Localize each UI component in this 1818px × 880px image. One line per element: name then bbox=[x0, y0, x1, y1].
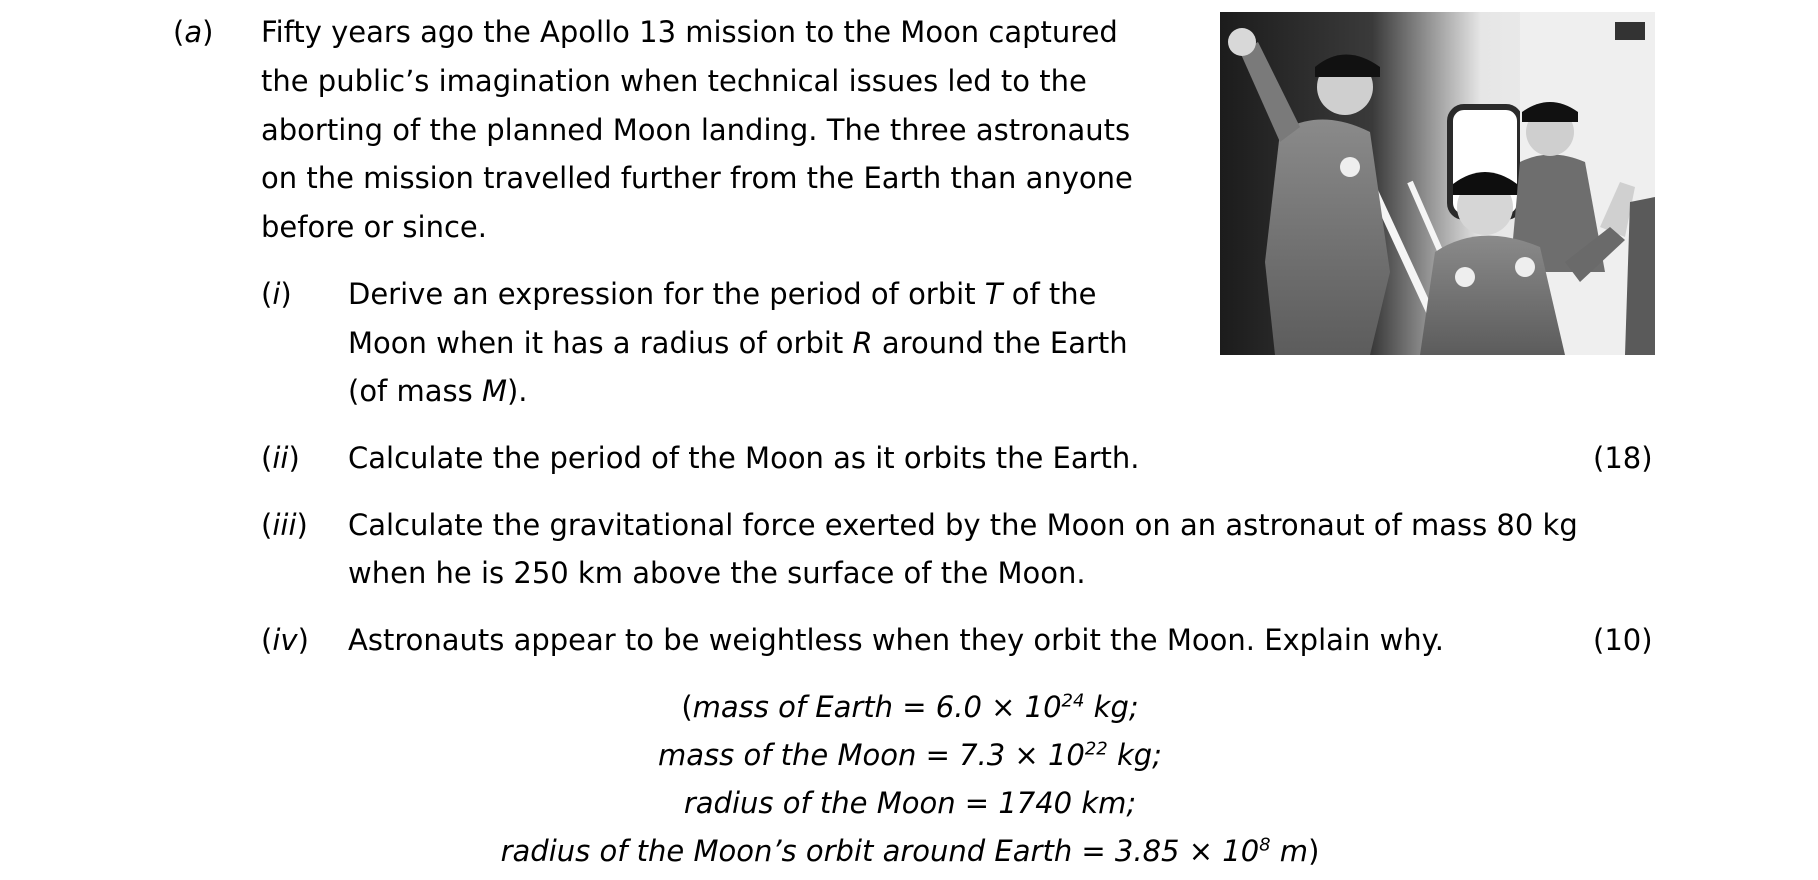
part-i-text: around the Earth bbox=[872, 326, 1128, 360]
label-open-paren: ( bbox=[173, 15, 185, 49]
label-letter: a bbox=[184, 15, 203, 49]
part-i-text: (of mass bbox=[348, 374, 482, 408]
part-i-line-2 bbox=[348, 323, 1128, 363]
part-iv-line: Astronauts appear to be weightless when they orbit the Moon. Explain why. bbox=[348, 623, 1444, 657]
orbit-radius-unit: m bbox=[1270, 834, 1309, 868]
part-i-text: Derive an expression for the period of orbit bbox=[348, 277, 985, 311]
astronauts-photo bbox=[1220, 12, 1655, 355]
symbol-T: T bbox=[984, 277, 1003, 311]
intro-line: Fifty years ago the Apollo 13 mission to the Moon captured bbox=[261, 15, 1118, 49]
part-i-line-3 bbox=[348, 371, 528, 411]
part-iii-label: (iii) bbox=[261, 508, 308, 542]
part-i-line-1 bbox=[348, 274, 1097, 314]
earth-mass-unit: kg; bbox=[1084, 690, 1139, 724]
marks-10: (10) bbox=[1593, 623, 1653, 657]
moon-radius-text: radius of the Moon = 1740 km; bbox=[683, 786, 1137, 820]
part-i-text: Moon when it has a radius of orbit bbox=[348, 326, 853, 360]
orbit-radius-line bbox=[430, 827, 1390, 875]
moon-mass-unit: kg; bbox=[1107, 738, 1162, 772]
symbol-R: R bbox=[852, 326, 873, 360]
constants-block bbox=[430, 683, 1390, 875]
part-iii-line-1: Calculate the gravitational force exerted by the Moon on an astronaut of mass 80 kg bbox=[348, 508, 1578, 542]
part-ii-label: (ii) bbox=[261, 441, 300, 475]
data-close-paren: ) bbox=[1308, 834, 1320, 868]
part-i-label: (i) bbox=[261, 277, 292, 311]
intro-line: aborting of the planned Moon landing. The three astronauts bbox=[261, 113, 1131, 147]
part-i-text: of the bbox=[1002, 277, 1097, 311]
moon-mass-text: mass of the Moon = 7.3 × 10 bbox=[658, 738, 1085, 772]
moon-mass-line bbox=[430, 731, 1390, 779]
intro-line: on the mission travelled further from the Earth than anyone bbox=[261, 161, 1133, 195]
part-ii-numeral: ii bbox=[272, 441, 289, 475]
part-ii-line: Calculate the period of the Moon as it orbits the Earth. bbox=[348, 441, 1140, 475]
question-label bbox=[173, 12, 213, 52]
part-iv-numeral: iv bbox=[272, 623, 298, 657]
part-i-text: ). bbox=[506, 374, 528, 408]
astronauts-photo-illustration bbox=[1220, 12, 1655, 355]
label-close-paren: ) bbox=[202, 15, 214, 49]
orbit-radius-text: radius of the Moon’s orbit around Earth = 3.85 × 10 bbox=[500, 834, 1260, 868]
earth-mass-text: mass of Earth = 6.0 × 10 bbox=[692, 690, 1062, 724]
part-iii-line-2: when he is 250 km above the surface of the Moon. bbox=[348, 556, 1086, 590]
part-iv-label: (iv) bbox=[261, 623, 309, 657]
marks-18: (18) bbox=[1593, 441, 1653, 475]
data-open-paren: ( bbox=[681, 690, 693, 724]
symbol-M: M bbox=[481, 374, 507, 408]
part-i-numeral: i bbox=[272, 277, 281, 311]
orbit-radius-exponent: 8 bbox=[1259, 834, 1271, 856]
intro-line: before or since. bbox=[261, 210, 487, 244]
earth-mass-line bbox=[430, 683, 1390, 731]
moon-radius-line bbox=[430, 779, 1390, 827]
moon-mass-exponent: 22 bbox=[1084, 738, 1108, 760]
earth-mass-exponent: 24 bbox=[1061, 690, 1085, 712]
intro-line: the public’s imagination when technical issues led to the bbox=[261, 64, 1087, 98]
part-iii-numeral: iii bbox=[272, 508, 297, 542]
